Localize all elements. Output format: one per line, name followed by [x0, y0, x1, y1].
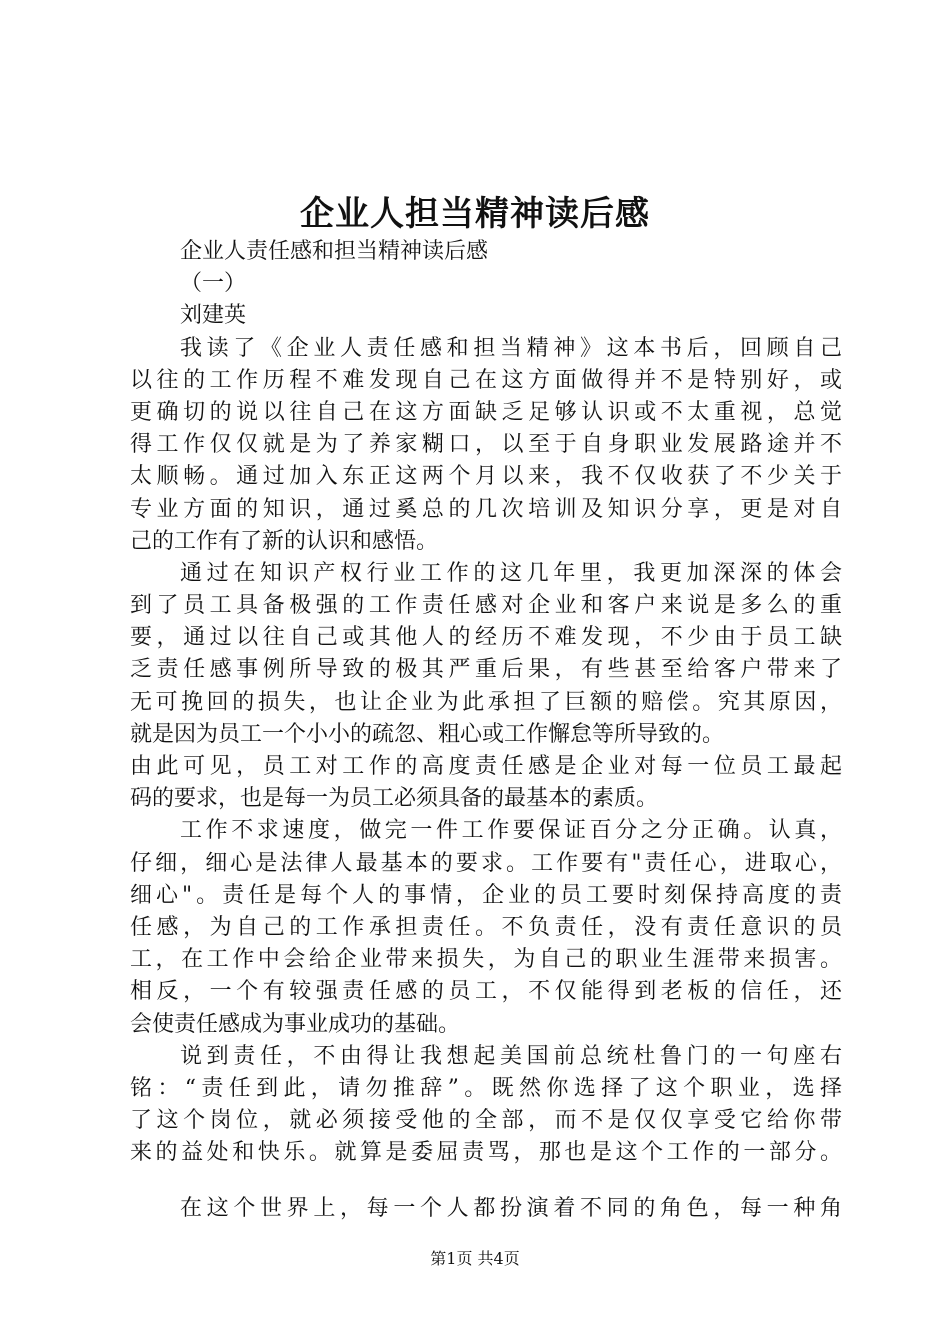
paragraph-line: 工作不求速度，做完一件工作要保证百分之分正确。认真，	[180, 818, 842, 844]
author-name: 刘建英	[180, 303, 247, 329]
paragraph-line: 更确切的说以往自己在这方面缺乏足够认识或不太重视，总觉	[130, 399, 842, 425]
document-title: 企业人担当精神读后感	[300, 194, 650, 234]
paragraph-line: 来的益处和快乐。就算是委屈责骂，那也是这个工作的一部分。	[130, 1140, 842, 1166]
paragraph-line: 到了员工具备极强的工作责任感对企业和客户来说是多么的重	[130, 593, 842, 619]
paragraph-line: 会使责任感成为事业成功的基础。	[130, 1011, 461, 1037]
paragraph-line: 无可挽回的损失，也让企业为此承担了巨额的赔偿。究其原因，	[130, 689, 842, 715]
paragraph-line: 己的工作有了新的认识和感悟。	[130, 528, 439, 554]
paragraph-line: 要，通过以往自己或其他人的经历不难发现，不少由于员工缺	[130, 625, 842, 651]
paragraph-line: 就是因为员工一个小小的疏忽、粗心或工作懈怠等所导致的。	[130, 721, 725, 747]
paragraph-line: 通过在知识产权行业工作的这几年里，我更加深深的体会	[180, 560, 842, 586]
paragraph-line: 得工作仅仅就是为了养家糊口，以至于自身职业发展路途并不	[130, 432, 842, 458]
document-body	[130, 236, 842, 1226]
paragraph-line: 码的要求，也是每一为员工必须具备的最基本的素质。	[130, 786, 659, 812]
paragraph-line: 任感，为自己的工作承担责任。不负责任，没有责任意识的员	[130, 914, 842, 940]
subtitle-line: 企业人责任感和担当精神读后感	[180, 239, 489, 264]
paragraph-line: 我读了《企业人责任感和担当精神》这本书后，回顾自己	[180, 335, 842, 361]
paragraph-line: 乏责任感事例所导致的极其严重后果，有些甚至给客户带来了	[130, 657, 842, 683]
paragraph-line: 以往的工作历程不难发现自己在这方面做得并不是特别好，或	[130, 367, 842, 393]
paragraph-line: 细心"。责任是每个人的事情，企业的员工要时刻保持高度的责	[130, 882, 842, 908]
paragraph-line: 太顺畅。通过加入东正这两个月以来，我不仅收获了不少关于	[130, 464, 842, 490]
paragraph-line: 说到责任，不由得让我想起美国前总统杜鲁门的一句座右	[180, 1043, 842, 1069]
section-marker: （一）	[180, 271, 247, 297]
paragraph-line: 在这个世界上，每一个人都扮演着不同的角色，每一种角	[180, 1196, 842, 1222]
paragraph-line: 相反，一个有较强责任感的员工，不仅能得到老板的信任，还	[130, 979, 842, 1005]
paragraph-line: 仔细，细心是法律人最基本的要求。工作要有"责任心，进取心，	[130, 850, 842, 876]
paragraph-line: 专业方面的知识，通过奚总的几次培训及知识分享，更是对自	[130, 496, 842, 522]
paragraph-line: 工，在工作中会给企业带来损失，为自己的职业生涯带来损害。	[130, 947, 842, 973]
paragraph-line: 了这个岗位，就必须接受他的全部，而不是仅仅享受它给你带	[130, 1108, 842, 1134]
page-footer: 第1页 共4页	[430, 1249, 520, 1268]
paragraph-line: 铭：“责任到此，请勿推辞”。既然你选择了这个职业，选择	[130, 1075, 842, 1101]
paragraph-line: 由此可见，员工对工作的高度责任感是企业对每一位员工最起	[130, 754, 842, 779]
